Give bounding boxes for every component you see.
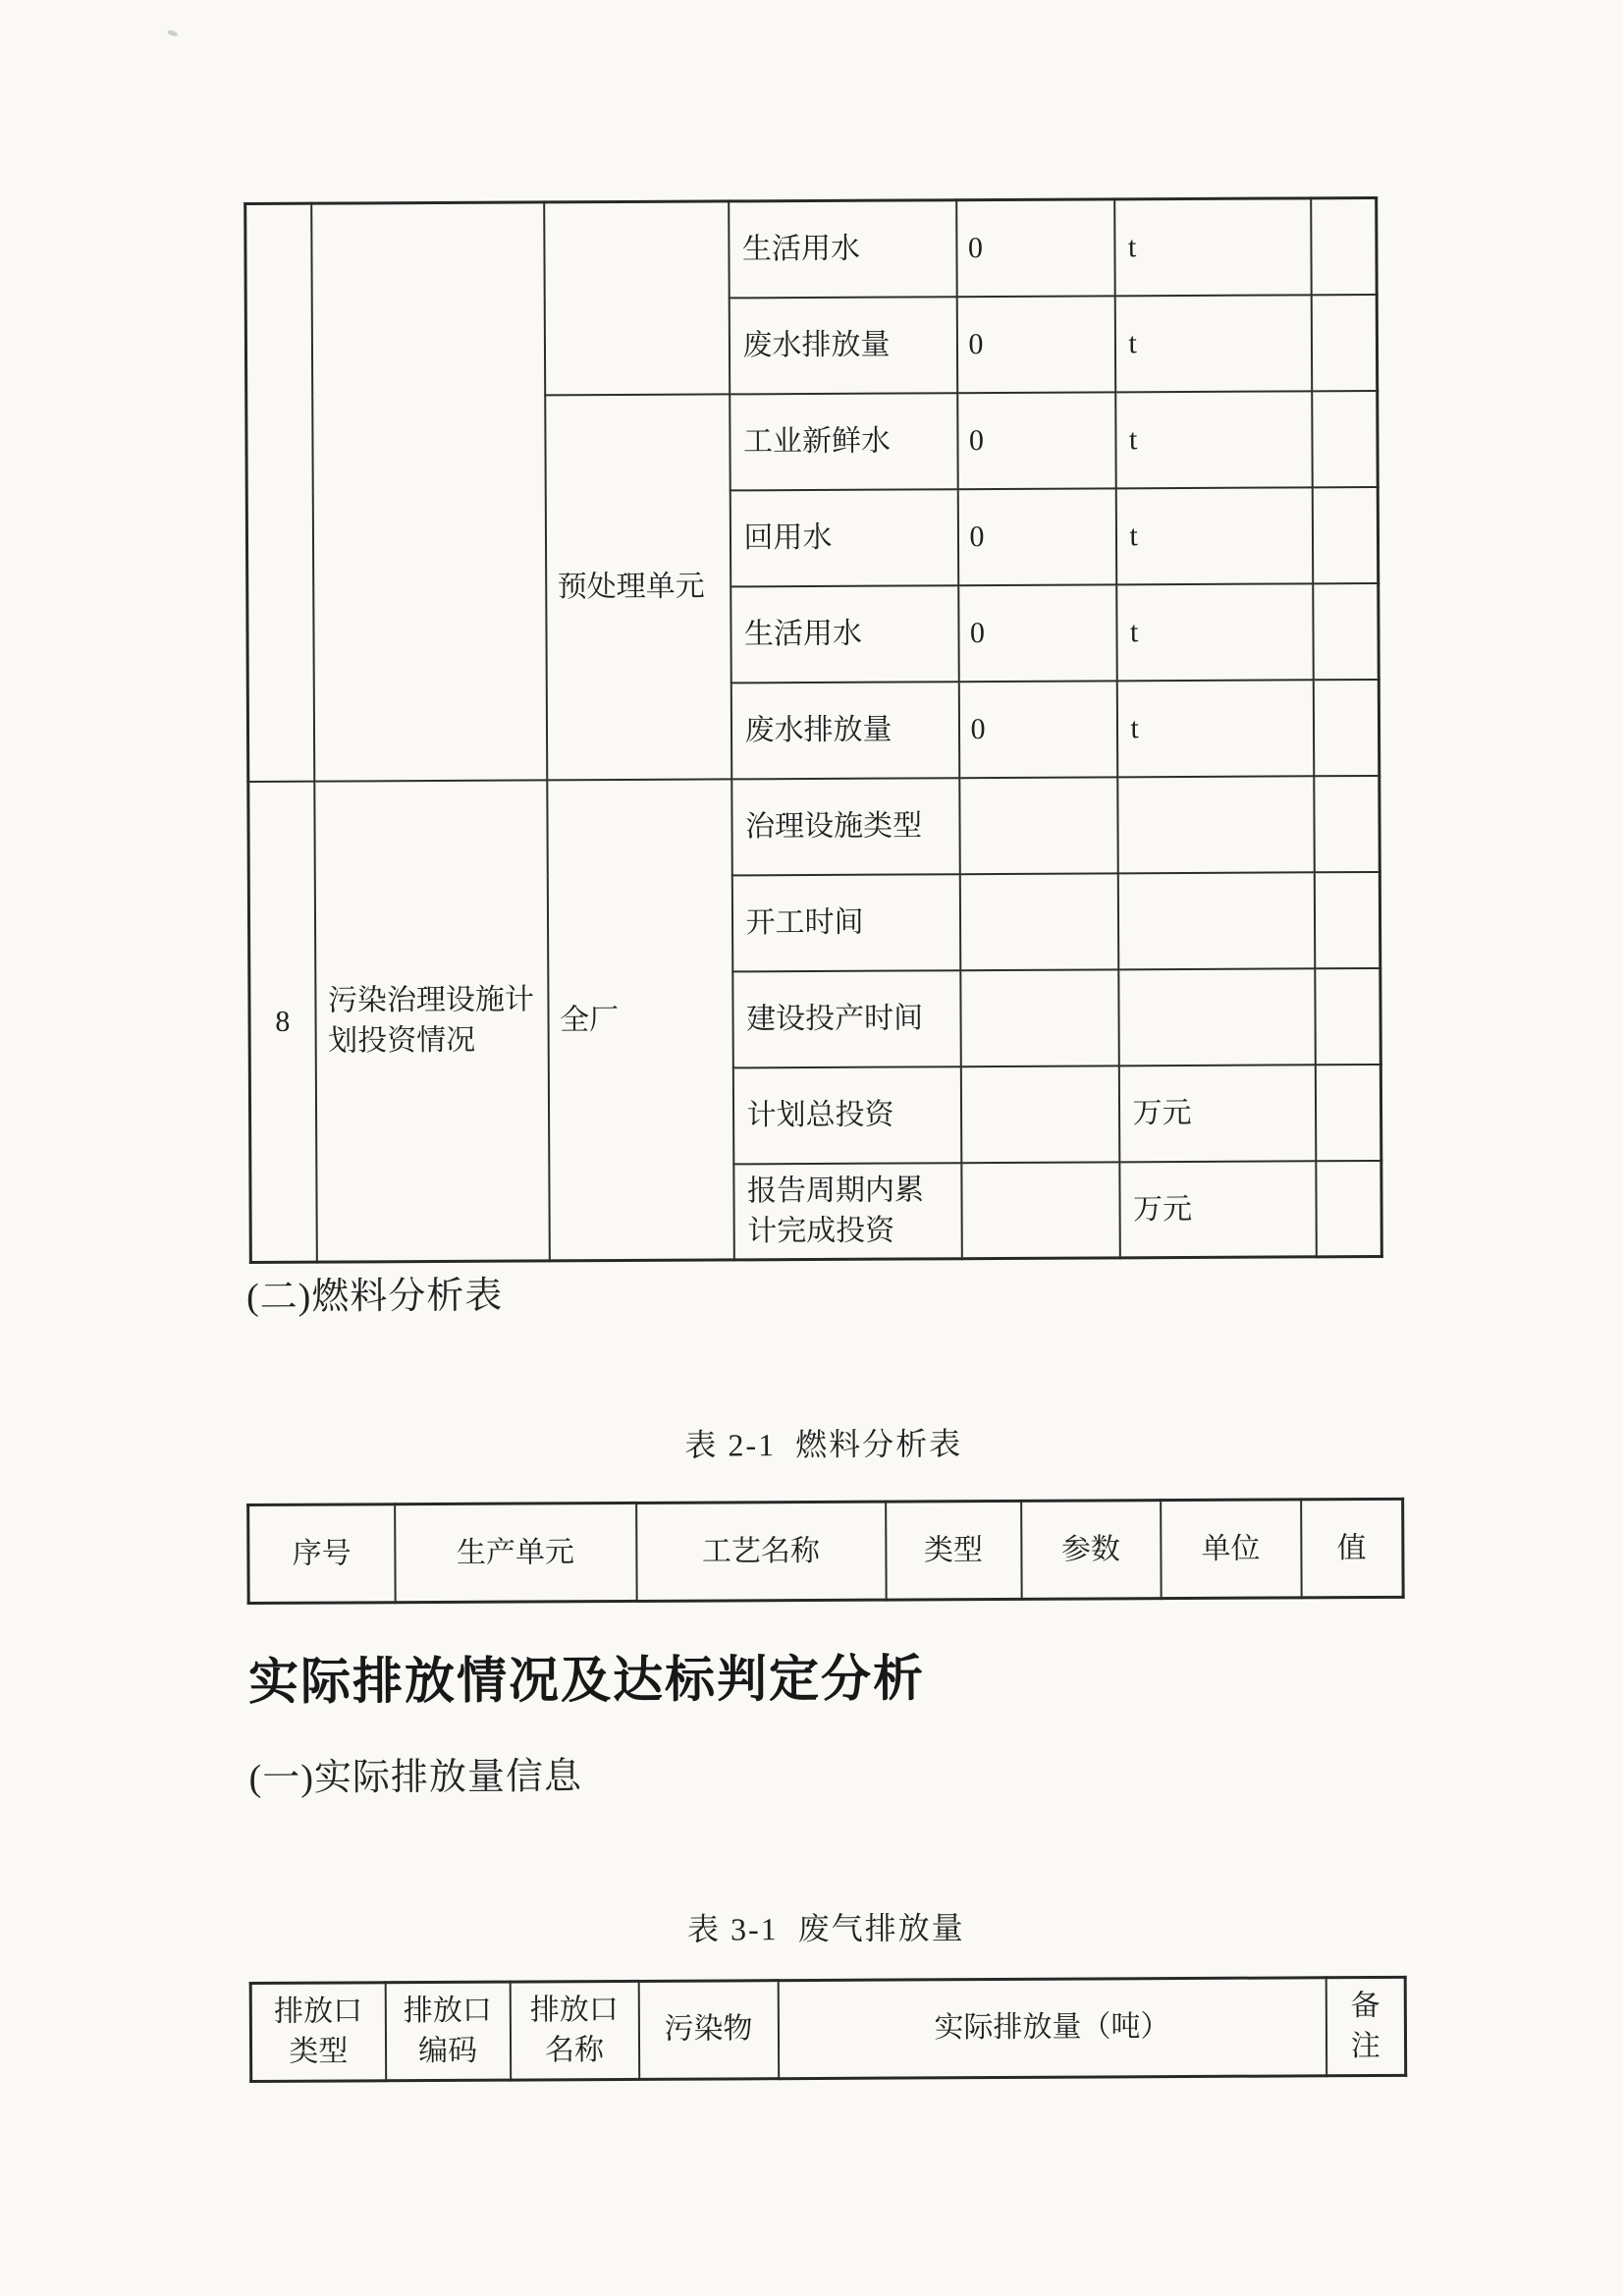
item-label: 计划总投资 xyxy=(732,1066,961,1164)
item-value: 0 xyxy=(958,681,1117,778)
fuel-analysis-section-label: (二)燃料分析表 xyxy=(245,1275,504,1319)
item-label: 废水排放量 xyxy=(729,297,957,394)
item-unit: t xyxy=(1115,487,1313,584)
item-label: 开工时间 xyxy=(731,874,960,971)
item-value: 0 xyxy=(958,584,1117,682)
item-unit: 万元 xyxy=(1118,1065,1316,1162)
item-unit-empty xyxy=(1117,872,1315,969)
extra-cell xyxy=(1312,390,1379,486)
item-label: 建设投产时间 xyxy=(732,970,961,1067)
column-header: 实际排放量（吨） xyxy=(778,1978,1326,2079)
item-unit: t xyxy=(1114,295,1312,392)
column-header: 值 xyxy=(1301,1499,1404,1598)
table3-caption: 表 3-1 废气排放量 xyxy=(686,1910,965,1947)
column-header: 备 注 xyxy=(1325,1977,1406,2075)
unit-group-cell-empty xyxy=(544,201,730,395)
item-value-empty xyxy=(961,1162,1120,1259)
extra-cell xyxy=(1312,486,1379,582)
item-unit: t xyxy=(1115,391,1313,488)
water-usage-and-investment-table xyxy=(243,196,1383,1264)
extra-cell xyxy=(1315,967,1381,1064)
extra-cell xyxy=(1316,1160,1382,1256)
extra-cell xyxy=(1311,294,1378,390)
item-value: 0 xyxy=(956,199,1115,297)
column-header: 生产单元 xyxy=(395,1503,637,1602)
column-header: 工艺名称 xyxy=(636,1502,887,1601)
item-label: 生活用水 xyxy=(730,585,959,683)
item-value: 0 xyxy=(957,392,1116,489)
item-unit-empty xyxy=(1118,968,1316,1066)
exhaust-emission-table xyxy=(249,1976,1408,2083)
table-header-row xyxy=(250,1977,1406,2081)
item-value-empty xyxy=(960,969,1119,1066)
item-unit-empty xyxy=(1117,776,1315,873)
column-header: 排放口 类型 xyxy=(250,1983,386,2082)
extra-cell xyxy=(1311,197,1378,294)
column-header: 单位 xyxy=(1161,1500,1302,1599)
table-row xyxy=(248,775,1380,877)
item-label: 回用水 xyxy=(730,489,958,586)
table2-caption: 表 2-1 燃料分析表 xyxy=(684,1426,963,1463)
item-value-empty xyxy=(959,777,1118,874)
column-header: 序号 xyxy=(248,1504,396,1604)
item-value: 0 xyxy=(956,296,1115,393)
pretreatment-unit-cell: 预处理单元 xyxy=(545,394,731,780)
table-row xyxy=(245,197,1377,300)
main-heading: 实际排放情况及达标判定分析 xyxy=(247,1652,926,1712)
column-header: 类型 xyxy=(886,1501,1022,1600)
actual-emission-section-label: (一)实际排放量信息 xyxy=(248,1756,583,1800)
item-unit: t xyxy=(1116,583,1314,681)
item-label: 工业新鲜水 xyxy=(730,393,958,490)
item-label: 报告周期内累计完成投资 xyxy=(733,1163,962,1260)
item-value: 0 xyxy=(957,488,1116,585)
column-header: 排放口 名称 xyxy=(510,1981,639,2080)
extra-cell xyxy=(1313,679,1380,775)
column-header: 参数 xyxy=(1021,1501,1162,1600)
row-index-cell: 8 xyxy=(248,781,317,1262)
table-header-row xyxy=(248,1499,1404,1603)
item-value-empty xyxy=(959,873,1118,970)
item-label: 废水排放量 xyxy=(730,682,959,779)
category-cell: 污染治理设施计划投资情况 xyxy=(314,780,550,1262)
extra-cell xyxy=(1314,775,1380,871)
item-label: 治理设施类型 xyxy=(731,778,960,875)
column-header: 污染物 xyxy=(638,1981,779,2080)
category-cell-empty xyxy=(311,202,547,781)
item-label: 生活用水 xyxy=(729,200,957,298)
row-index-cell-empty xyxy=(245,203,314,781)
extra-cell xyxy=(1313,582,1380,679)
scan-artifact xyxy=(167,29,179,37)
column-header: 排放口 编码 xyxy=(385,1982,511,2081)
item-unit: t xyxy=(1116,680,1314,777)
whole-plant-cell: 全厂 xyxy=(547,779,734,1261)
extra-cell xyxy=(1314,871,1380,967)
item-value-empty xyxy=(960,1066,1119,1163)
extra-cell xyxy=(1315,1064,1381,1160)
item-unit: t xyxy=(1114,198,1312,296)
fuel-analysis-table xyxy=(246,1498,1405,1605)
item-unit: 万元 xyxy=(1119,1161,1317,1258)
